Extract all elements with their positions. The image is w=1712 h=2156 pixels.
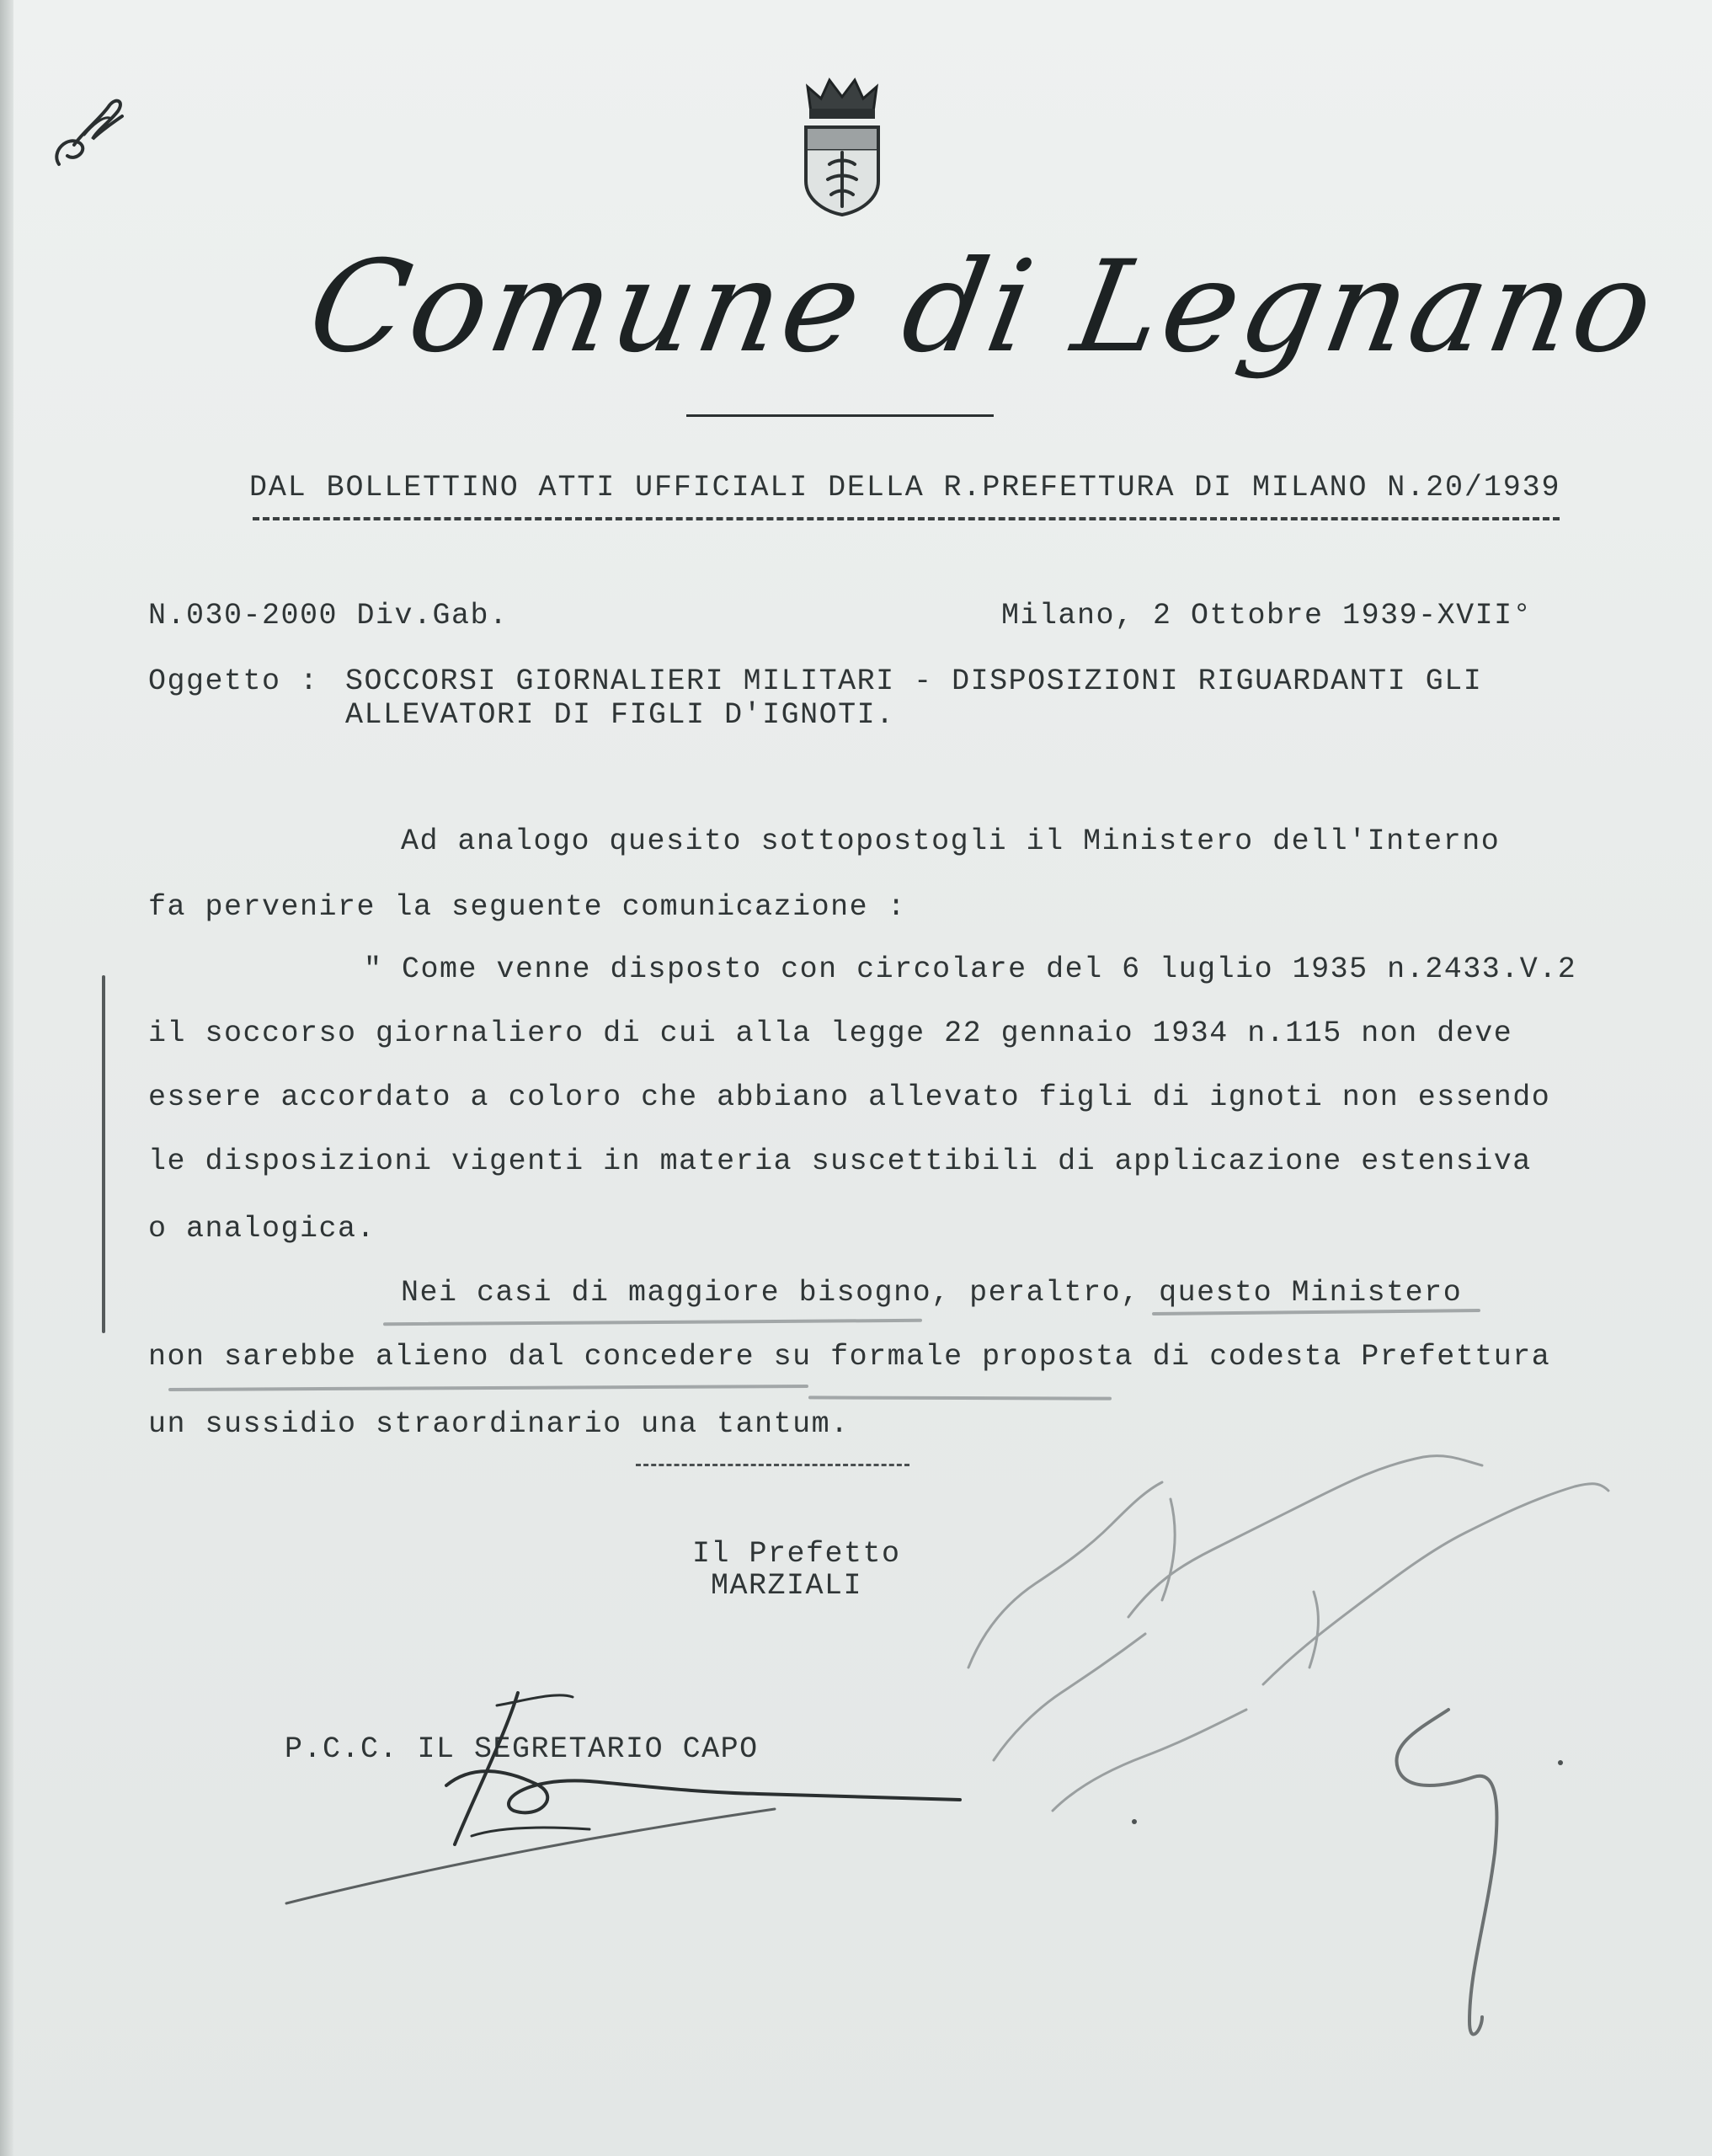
closing-line: Nei casi di maggiore bisogno, peraltro, questo Ministero	[401, 1276, 1463, 1310]
pencil-underline	[168, 1385, 808, 1391]
handwritten-margin-mark	[42, 84, 135, 177]
coat-of-arms-icon	[796, 72, 888, 216]
quote-line: le disposizioni vigenti in materia suscettibili di applicazione estensiva	[148, 1145, 1532, 1178]
closing-line: un sussidio straordinario una tantum.	[148, 1407, 850, 1441]
pencil-underline	[383, 1319, 922, 1326]
letterhead-title: Comune di Legnano	[298, 234, 1667, 381]
closing-dashed-rule	[636, 1464, 909, 1466]
quote-line: " Come venne disposto con circolare del 6 luglio 1935 n.2433.V.2	[364, 953, 1577, 986]
signatory-name: MARZIALI	[711, 1569, 863, 1603]
bulletin-header: DAL BOLLETTINO ATTI UFFICIALI DELLA R.PREFETTURA DI MILANO N.20/1939	[249, 471, 1561, 504]
ink-speck	[1132, 1819, 1137, 1824]
quote-line: o analogica.	[148, 1212, 376, 1246]
pencil-underline	[1152, 1309, 1480, 1315]
page-edge	[0, 0, 13, 2156]
pencil-initial	[1396, 1710, 1496, 2035]
quote-line: il soccorso giornaliero di cui alla legge 22 gennaio 1934 n.115 non deve	[148, 1017, 1513, 1050]
signatory-role: Il Prefetto	[692, 1537, 901, 1571]
body-intro-line: fa pervenire la seguente comunicazione :	[148, 890, 907, 924]
subject-line-1: SOCCORSI GIORNALIERI MILITARI - DISPOSIZIONI RIGUARDANTI GLI	[345, 664, 1483, 698]
subject-line-2: ALLEVATORI DI FIGLI D'IGNOTI.	[345, 698, 895, 732]
ink-speck	[1558, 1760, 1563, 1765]
quote-line: essere accordato a coloro che abbiano allevato figli di ignoti non essendo	[148, 1081, 1551, 1114]
secretary-signature	[286, 1693, 960, 1903]
place-date: Milano, 2 Ottobre 1939-XVII°	[1001, 599, 1533, 632]
pencil-note	[968, 1456, 1608, 1811]
margin-pencil-bar	[102, 975, 105, 1333]
certification-line: P.C.C. IL SEGRETARIO CAPO	[285, 1732, 759, 1766]
pencil-underline	[808, 1396, 1112, 1400]
protocol-number: N.030-2000 Div.Gab.	[148, 599, 509, 632]
closing-line: non sarebbe alieno dal concedere su formale proposta di codesta Prefettura	[148, 1340, 1551, 1374]
body-intro-line: Ad analogo quesito sottopostogli il Ministero dell'Interno	[401, 825, 1501, 858]
header-dashed-rule	[253, 517, 1560, 520]
title-underline	[686, 414, 994, 417]
subject-label: Oggetto :	[148, 664, 319, 698]
